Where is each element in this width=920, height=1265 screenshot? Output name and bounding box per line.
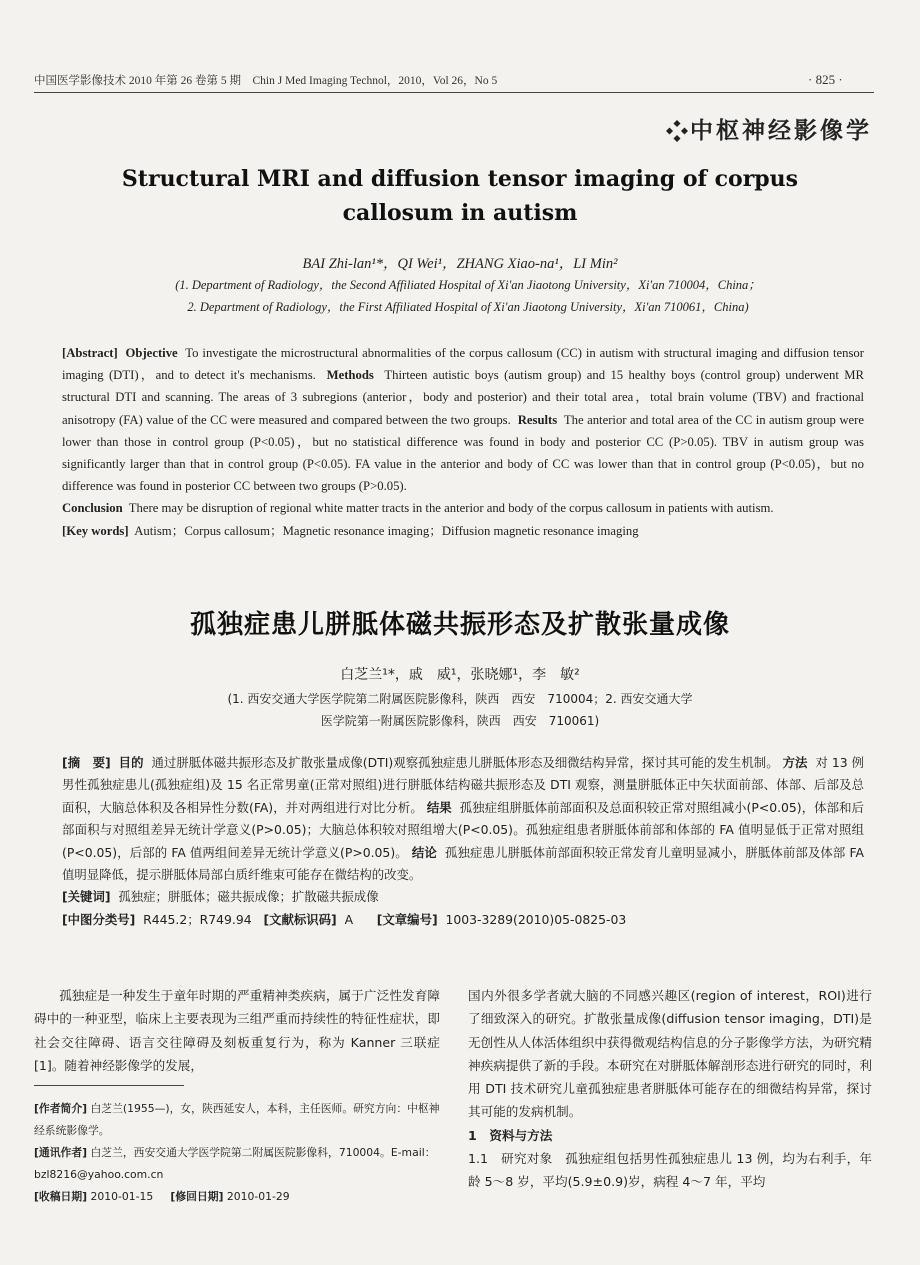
revised-label: [修回日期] [170, 1190, 224, 1203]
section-title: 中枢神经影像学 [690, 118, 872, 144]
english-affiliation-1: (1. Department of Radiology，the Second Affiliated Hospital of Xi'an Jiaotong University，Xi'an 710004，China； [175, 278, 761, 292]
english-abstract [62, 342, 864, 542]
diamond-ornament-icon [666, 120, 688, 142]
corresponding-author-label: [通讯作者] [34, 1146, 88, 1159]
chinese-abstract [62, 752, 864, 931]
footnotes [34, 1098, 440, 1208]
conclusion-label: Conclusion [62, 501, 123, 516]
abstract-label: [Abstract] [62, 346, 118, 360]
conclusion-text: There may be disruption of regional white matter tracts in the anterior and body of the corpus callosum in patients with autism. [128, 501, 774, 516]
chinese-affiliations [60, 688, 860, 732]
chinese-affiliation-2: 医学院第一附属医院影像科，陕西 西安 710061) [320, 714, 600, 728]
chinese-authors: 白芝兰¹*，戚 威¹，张晓娜¹，李 敏² [340, 667, 580, 683]
english-title [60, 162, 860, 230]
body-right-column [468, 984, 872, 1194]
author-bio-text: 白芝兰(1955—)，女，陕西延安人，本科，主任医师。研究方向：中枢神经系统影像学。 [34, 1102, 440, 1137]
methods-text: Thirteen autistic boys (autism group) and 15 healthy boys (control group) underwent MR structural DTI and scanning. The areas of 3 subregions (anterior，body and posterior) and their total area，total brain volume (TBV) and fractional anisotropy (FA) value of the CC were measured and compared between the two groups. [62, 368, 865, 427]
doc-code-label: [文献标识码] [263, 911, 337, 927]
methods-label: Methods [326, 368, 374, 383]
cn-methods-label: 方法 [782, 755, 808, 770]
objective-label: Objective [125, 346, 178, 360]
chinese-affiliation-1: (1. 西安交通大学医学院第二附属医院影像科，陕西 西安 710004；2. 西安交通大学 [227, 692, 693, 706]
section-1-heading: 1 资料与方法 [468, 1127, 553, 1143]
dates [34, 1186, 440, 1208]
english-affiliations [58, 274, 878, 318]
keywords-text: Autism；Corpus callosum；Magnetic resonance imaging；Diffusion magnetic resonance imaging [134, 523, 639, 538]
author-bio-label: [作者简介] [34, 1102, 88, 1115]
clc-value: R445.2；R749.94 [143, 911, 252, 927]
english-affiliation-2: 2. Department of Radiology，the First Affiliated Hospital of Xi'an Jiaotong University，Xi'an 710061，China) [187, 300, 749, 314]
author-bio [34, 1098, 440, 1142]
cn-objective-text: 通过胼胝体磁共振形态及扩散张量成像(DTI)观察孤独症患儿胼胝体形态及细微结构异常，探讨其可能的发生机制。 [151, 755, 779, 770]
objective-text: To investigate the microstructural abnormalities of the corpus callosum (CC) in autism with structural imaging and diffusion tensor imaging (DTI)，and to detect it's mechanisms. [62, 346, 864, 383]
header-rule [34, 92, 874, 93]
revised-date: 2010-01-29 [226, 1190, 290, 1203]
section-1-1-text: 1.1 研究对象 孤独症组包括男性孤独症患儿 13 例，均为右利手，年龄 5～8 岁，平均(5.9±0.9)岁，病程 4～7 年，平均 [468, 1151, 872, 1190]
article-number-value: 1003-3289(2010)05-0825-03 [445, 911, 627, 927]
cn-objective-label: 目的 [118, 755, 144, 770]
cn-results-label: 结果 [426, 799, 452, 815]
footnote-rule [34, 1085, 184, 1086]
section-tag [666, 112, 872, 146]
article-number-label: [文章编号] [376, 911, 438, 927]
cn-results-text: 孤独症组胼胝体前部面积及总面积较正常对照组减小(P<0.05)，体部和后部面积与对照组差异无统计学意义(P>0.05)；大脑总体积较对照组增大(P<0.05)。孤独症组患者胼胝体前部和体部的 FA 值明显低于正常对照组(P<0.05)，后部的 FA 值两组间差异无统计学意义(P>0.05)。 [62, 799, 864, 860]
corresponding-author-text: 白芝兰，西安交通大学医学院第二附属医院影像科，710004。E-mail：bzl8216@yahoo.com.cn [34, 1146, 436, 1181]
english-authors: BAI Zhi-lan¹*，QI Wei¹，ZHANG Xiao-na¹，LI Min² [302, 256, 618, 272]
results-text: The anterior and total area of the CC in autism group were lower than those in control group (P<0.05)，but no statistical difference was found in body and posterior CC (P>0.05). TBV in autism group was significantly larger than that in control group (P<0.05). FA value in the anterior and body of CC was lower than that in control group (P<0.05)，but no difference was found in posterior CC between two groups (P>0.05). [62, 412, 865, 494]
body-right-paragraph: 国内外很多学者就大脑的不同感兴趣区(region of interest，ROI)进行了细致深入的研究。扩散张量成像(diffusion tensor imaging，DTI)是无创性从人体活体组织中获得微观结构信息的分子影像学方法，为研究精神疾病提供了新的手段。本研究在对胼胝体解剖形态进行研究的同时，利用 DTI 技术研究儿童孤独症患者胼胝体可能存在的细微结构异常，探讨其可能的发病机制。 [468, 988, 872, 1120]
english-title-line2: callosum in autism [342, 200, 578, 226]
corresponding-author [34, 1142, 440, 1186]
page-number: · 825 · [808, 72, 843, 87]
doc-code-value: A [344, 911, 354, 927]
body-left-paragraph: 孤独症是一种发生于童年时期的严重精神类疾病，属于广泛性发育障碍中的一种亚型，临床上主要表现为三组严重而持续性的特征性症状，即社会交往障碍、语言交往障碍及刻板重复行为，称为 Kanner 三联症[1]。随着神经影像学的发展， [34, 988, 440, 1073]
cn-keywords-label: [关键词] [62, 889, 111, 905]
cn-conclusion-label: 结论 [411, 844, 437, 860]
cn-conclusion-text: 孤独症患儿胼胝体前部面积较正常发育儿童明显减小，胼胝体前部及体部 FA 值明显降低，提示胼胝体局部白质纤维束可能存在微结构的改变。 [62, 844, 864, 883]
chinese-title: 孤独症患儿胼胝体磁共振形态及扩散张量成像 [189, 610, 730, 640]
cn-abstract-label: [摘 要] [62, 755, 111, 770]
cn-methods-text: 对 13 例男性孤独症患儿(孤独症组)及 15 名正常男童(正常对照组)进行胼胝体结构磁共振形态及 DTI 观察，测量胼胝体正中矢状面前部、体部、后部及总面积，大脑总体积及各相异性分数(FA)，并对两组进行对比分析。 [62, 755, 865, 815]
keywords-label: [Key words] [62, 523, 129, 538]
journal-running-header: 中国医学影像技术 2010 年第 26 卷第 5 期 Chin J Med Imaging Technol，2010，Vol 26，No 5 [34, 75, 498, 87]
received-label: [收稿日期] [34, 1190, 88, 1203]
results-label: Results [517, 412, 558, 427]
clc-label: [中图分类号] [62, 911, 136, 927]
english-title-line1: Structural MRI and diffusion tensor imaging of corpus [121, 166, 799, 192]
received-date: 2010-01-15 [90, 1190, 154, 1203]
cn-keywords-text: 孤独症；胼胝体；磁共振成像；扩散磁共振成像 [118, 889, 379, 905]
